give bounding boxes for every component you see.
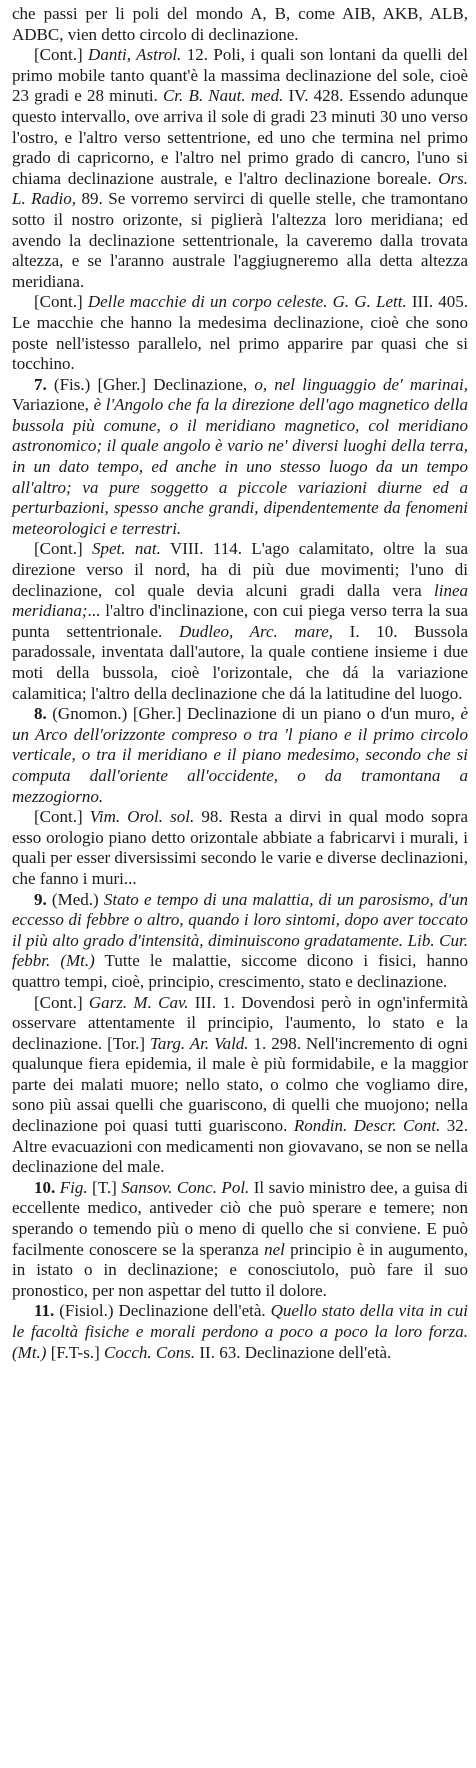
- text-run: Variazione,: [12, 395, 94, 415]
- italic-text: Cocch. Cons.: [104, 1342, 196, 1362]
- entry-7-fisica: [12, 375, 468, 540]
- paragraph-cont-danti: [12, 45, 468, 292]
- italic-text: Sansov. Conc. Pol.: [121, 1177, 250, 1197]
- text-run: che passi per li poli del mondo A, B, come AIB, AKB, ALB, ADBC, vien detto circolo di declinazione.: [12, 4, 468, 44]
- text-run: VIII. 114. L'ago calamitato, oltre la sua direzione verso il nord, ha di più due movimenti; l'uno di declinazione, col quale devia alcuni gradi dalla vera: [12, 539, 468, 600]
- italic-text: Delle macchie di un corpo celeste. G. G. Lett.: [87, 292, 407, 312]
- paragraph-cont-garz: [12, 993, 468, 1178]
- italic-text: Garz. M. Cav.: [88, 992, 189, 1012]
- entry-number: 11.: [34, 1301, 55, 1321]
- text-run: (Fisiol.) Declinazione dell'età.: [54, 1301, 271, 1321]
- italic-text: Dudleo, Arc. mare,: [178, 621, 333, 641]
- paragraph-cont-vim-orol: [12, 807, 468, 889]
- entry-10-figurato: [12, 1178, 468, 1302]
- text-run: 98. Resta a dirvi in qual modo sopra esso orologio piano detto orizontale abbiate a fabricarvi i murali, i quali per esser diversissimi secondo le varie e diverse declinazioni, che fanno i muri...: [12, 807, 469, 888]
- text-run: [Cont.]: [34, 539, 93, 559]
- text-run: (Fis.) [Gher.] Declinazione,: [46, 374, 255, 394]
- text-run: II. 63. Declinazione dell'età.: [195, 1342, 392, 1362]
- italic-text: Targ. Ar. Vald.: [150, 1033, 249, 1053]
- text-run: [F.T-s.]: [46, 1342, 104, 1362]
- text-run: [Cont.]: [34, 292, 88, 312]
- italic-text: Rondin. Descr. Cont.: [293, 1116, 441, 1136]
- text-run: III. 1. Dovendosi però in ogn'infermità osservare attentamente il principio, l'aumento, lo stato e la declinazione. [Tor.]: [12, 992, 469, 1053]
- italic-text: Spet. nat.: [92, 539, 161, 559]
- italic-text: Quello stato della vita in cui le facoltà fisiche e morali perdono a poco a poco la loro forza. (Mt.): [12, 1301, 468, 1362]
- italic-text: nel: [264, 1239, 285, 1259]
- paragraph-cont-spet-nat: [12, 539, 468, 704]
- text-run: [Cont.]: [34, 45, 89, 65]
- text-run: Tutte le malattie, siccome dicono i fisici, hanno quattro tempi, cioè, principio, crescimento, stato e declinazione.: [12, 951, 468, 991]
- text-run: [Cont.]: [34, 992, 89, 1012]
- text-run: (Med.): [46, 889, 104, 909]
- text-run: 12. Poli, i quali son lontani da quelli del primo mobile tanto quant'è la massima declinazione del sole, cioè 23 gradi e 28 minuti.: [12, 45, 468, 106]
- text-run: 89. Se vorremo servirci di quelle stelle, che tramontano sotto il nostro orizonte, si piglierà l'altezza loro meridiana; ed avendo la declinazione settentrionale, la caveremo dalla trovata altezza, e se l'aranno australe l'aggiugneremo alla detta altezza meridiana.: [12, 189, 469, 291]
- italic-text: Ors. L. Radio,: [12, 168, 468, 209]
- entry-8-gnomonica: [12, 704, 468, 807]
- text-run: III. 405. Le macchie che hanno la medesima declinazione, cioè che sono poste nell'istesso parallelo, nel primo apparire par quasi che si tocchino.: [12, 292, 469, 374]
- entry-9-medicina: [12, 890, 468, 993]
- text-run: Il savio ministro dee, a guisa di eccellente medico, antiveder ciò che può sperare e temere; non sperando o temendo più o meno di quello che si conviene. E può facilmente conoscere se la speranza: [12, 1177, 468, 1259]
- italic-text: Danti, Astrol.: [88, 45, 182, 65]
- text-run: IV. 428. Essendo adunque questo intervallo, ove arriva il sole di gradi 23 minuti 30 uno verso l'ostro, e l'altro verso settentrione, ed uno che termina nel primo grado di capricorno, e l'altro nel primo grado di cancro, l'uno si chiama declinazione australe, e l'altro declinazione boreale.: [12, 86, 469, 188]
- entry-number: 10.: [34, 1177, 56, 1197]
- entry-number: 9.: [34, 889, 47, 909]
- paragraph-cont-macchie: [12, 292, 468, 374]
- entry-number: 8.: [34, 704, 47, 724]
- text-run: ... l'altro d'inclinazione, con cui piega verso terra la sua punta settentrionale.: [12, 601, 468, 641]
- italic-text: è l'Angolo che fa la direzione dell'ago magnetico della bussola più comune, o il meridiano magnetico, col meridiano astronomico; il quale angolo è vario ne' diversi luoghi della terra, in un dato tempo, ed anche in uno stesso luogo da un tempo all'altro; va pure soggetto a piccole variazioni diurne ed a perturbazioni, spesso anche grandi, dipendentemente da fenomeni meteorologici e terrestri.: [12, 395, 468, 538]
- entry-number: 7.: [34, 374, 47, 394]
- text-run: (Gnomon.) [Gher.] Declinazione di un piano o d'un muro,: [46, 704, 461, 724]
- italic-text: linea meridiana;: [12, 580, 468, 621]
- italic-text: Fig.: [59, 1177, 88, 1197]
- paragraph-circolo-declinazione: [12, 4, 468, 45]
- text-run: [T.]: [87, 1177, 122, 1197]
- italic-text: Stato e tempo di una malattia, di un parosismo, d'un eccesso di febbre o altro, quando i loro sintomi, dopo aver toccato il più alto grado d'intensità, diminuiscono gradatamente. Lib. Cur. febbr. (Mt.): [12, 889, 469, 971]
- italic-text: Vim. Orol. sol.: [89, 807, 195, 827]
- text-run: 32. Altre evacuazioni con medicamenti non giovavano, se non se nella declinazione del male.: [12, 1116, 468, 1177]
- text-run: 1. 298. Nell'incremento di ogni qualunque fiera epidemia, il male è più formidabile, e la maggior parte dei malati muore; nello stato, o colmo che vogliamo dire, sono più assai quelli che guariscono, di quelli che muojono; nella declinazione poi quasi tutti guariscono.: [12, 1033, 468, 1136]
- text-run: principio è in augumento, in istato o in declinazione; e conosciutolo, può fare il suo pronostico, per non aspettar del tutto il dolore.: [12, 1239, 468, 1300]
- entry-11-fisiologia: [12, 1301, 468, 1363]
- italic-text: Cr. B. Naut. med.: [162, 86, 284, 106]
- italic-text: è un Arco dell'orizzonte compreso o tra 'l piano e il primo circolo verticale, o tra il meridiano e il piano medesimo, secondo che si computa dall'oriente all'occidente, o da tramontana a mezzogiorno.: [12, 704, 468, 806]
- text-run: [Cont.]: [34, 807, 90, 827]
- text-run: I. 10. Bussola paradossale, inventata dall'autore, la quale contiene insieme i due moti della bussola, cioè l'orizontale, che dá la variazione calamitica; l'altro della declinazione che dá la latitudine del luogo.: [12, 621, 469, 703]
- italic-text: o, nel linguaggio de' marinai,: [254, 374, 468, 394]
